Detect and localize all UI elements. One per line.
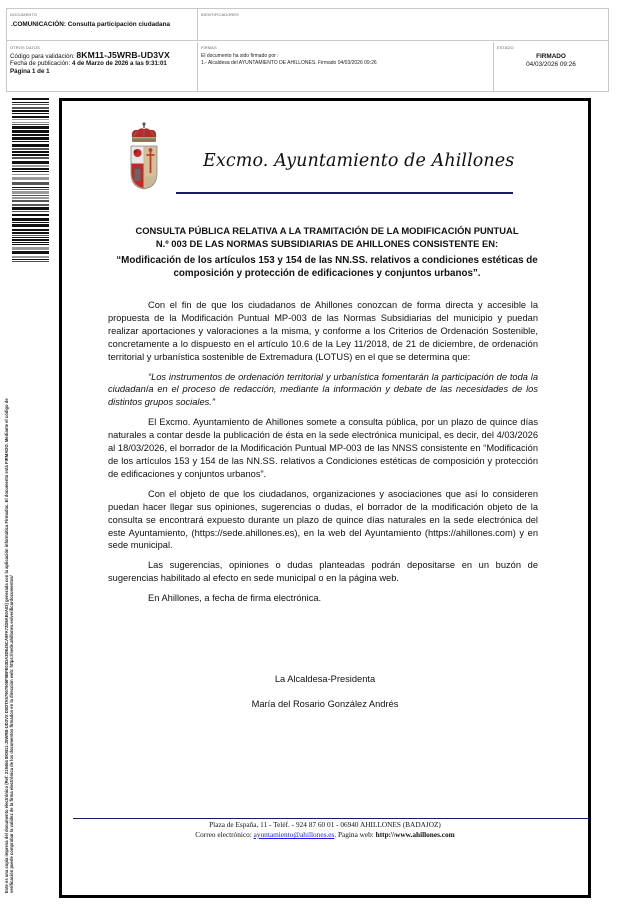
document-page [59,98,591,898]
documento-cell [7,9,198,41]
otros-datos-label: OTROS DATOS [10,45,40,50]
verification-line-1: Este es una copia impresa del documento electrónico (Ref: 219464 8KM11-J5WRB-UD3VX D0DTA57907906F5BFE03DA3DE45CA9FA72D8AE0A03) generada con la aplicación informática Firmadoc. El documento está FIRMADO. Mediante el código de [4,398,9,893]
body-paragraph-3: Con el objeto de que los ciudadanos, organizaciones y asociaciones que así lo consideren puedan hacer llegar sus opiniones, sugerencias o dudas, el borrador de la modificación objeto de la consulta se encontrará expuesto durante un plazo de quince días naturales en la sede electrónica del este Ayuntamiento, (https://sede.ahillones.es), en la web del Ayuntamiento (https://ahillones.com) y en sede municipal. [108,488,538,551]
barcode-bar [12,165,49,167]
letterhead-rule [176,192,513,194]
barcode-icon [12,98,49,263]
footer-email-label: Correo electrónico: [195,830,252,839]
publication-row [10,60,170,67]
letterhead-footer [62,820,588,840]
document-title: .COMUNICACIÓN: Consulta participación ciudadana [11,21,171,28]
estado-cell [494,42,608,92]
barcode-bar [12,214,49,216]
barcode-bar [12,232,49,234]
barcode-bar [12,134,49,136]
barcode-bar [12,197,49,199]
barcode-bar [12,239,49,241]
barcode-bar [12,211,49,212]
barcode-bar [12,222,49,223]
firmas-signer: 1.- Alcaldesa del AYUNTAMIENTO DE AHILLONES. Firmado 04/03/2026 09:26 [201,59,377,66]
body-paragraph-4: Las sugerencias, opiniones o dudas planteadas podrán depositarse en un buzón de sugerencias habilitado al efecto en sede municipal o en la página web. [108,560,538,584]
barcode-bar [12,256,49,258]
otros-datos-cell [7,42,198,92]
footer-email-link[interactable]: ayuntamiento@ahillones.es [253,830,335,839]
barcode-bar [12,161,49,164]
barcode-bar [12,191,49,194]
barcode-bar [12,116,49,118]
barcode-bar [12,171,49,172]
organization-name: Excmo. Ayuntamiento de Ahillones [203,151,515,171]
firmas-cell [198,42,494,92]
barcode-bar [12,237,49,238]
barcode-bar [12,122,49,123]
firmas-label: FIRMAS [201,45,217,50]
barcode-bar [12,126,49,129]
heading-subtitle: “Modificación de los artículos 153 y 154 de las NN.SS. relativos a condiciones estéticas de composición y protección de edificaciones y conjuntos urbanos”. [116,254,538,279]
barcode-bar [12,187,49,188]
barcode-bar [12,107,49,109]
barcode-bar [12,251,49,254]
barcode-bar [12,244,49,245]
barcode-bar [12,229,49,231]
barcode-bar [12,137,49,140]
barcode-bar [12,207,49,210]
barcode-bar [12,235,49,236]
barcode-bar [12,174,49,175]
footer-address: Plaza de España, 11 - Teléf. - 924 87 60 01 - 06940 AHILLONES (BADAJOZ) [209,820,441,829]
document-heading [102,225,552,280]
verification-line-2: verificación puede comprobar la validez de la firma electrónica de los documentos firmados en la dirección web: https://sede.ahillones.es/verificardocumentos/ [9,575,15,893]
documento-label: DOCUMENTO [10,12,38,17]
identificadores-cell [198,9,608,41]
barcode-bar [12,141,49,142]
heading-line-2: N.º 003 DE LAS NORMAS SUBSIDIARIAS DE AHILLONES CONSISTENTE EN: [155,237,499,249]
validation-label: Código para validación: [10,53,75,60]
footer-rule [73,818,588,819]
barcode-bar [12,151,49,153]
barcode-bar [12,124,49,125]
page-info: Página 1 de 1 [10,67,50,75]
barcode-bar [12,168,49,170]
identificadores-label: IDENTIFICADORES [201,12,239,17]
barcode-bar [12,102,49,103]
barcode-bar [12,144,49,147]
document-body [108,299,538,612]
barcode-bar [12,242,49,243]
barcode-bar [12,148,49,150]
barcode-bar [12,98,49,100]
barcode-bar [12,119,49,120]
signer-role: La Alcaldesa-Presidenta [274,674,376,684]
estado-status-badge: FIRMADO [536,53,566,60]
publication-date: 4 de Marzo de 2026 a las 9:31:01 [71,60,167,68]
footer-web-label: . Pagina web: [334,830,374,839]
barcode-bar [12,154,49,156]
heading-line-1: CONSULTA PÚBLICA RELATIVA A LA TRAMITACIÓN DE LA MODIFICACIÓN PUNTUAL [135,225,519,236]
body-closing: En Ahillones, a fecha de firma electrónica. [148,593,322,604]
barcode-bar [12,189,49,190]
footer-web-link[interactable]: http:\\www.ahillones.com [375,830,455,839]
barcode-bar [12,195,49,196]
barcode-bar [12,247,49,250]
validation-code[interactable]: 8KM11-J5WRB-UD3VX [76,50,170,60]
body-paragraph-1: Con el fin de que los ciudadanos de Ahillones conozcan de forma directa y accesible la propuesta de la Modificación Puntual MP-003 de las Normas Subsidiarias del municipio y puedan realizar aportaciones y valoraciones a la misma, y conforme a los Criterios de Ordenación Sostenible, concretamente a lo dispuesto en el artículo 10.6 de la Ley 11/2018, de 21 de diciembre, de ordenación territorial y urbanística sostenible de Extremadura (LOTUS) en el que se determina que: [108,300,538,362]
barcode-bar [12,224,49,227]
barcode-bar [12,177,49,180]
barcode-bar [12,130,49,133]
signature-header-table [6,8,609,92]
body-quote: “Los instrumentos de ordenación territorial y urbanística fomentarán la participación de toda la ciudadanía en el proceso de redacción, mediante la información y debate de las necesidades de los distintos grupos sociales.” [108,371,538,408]
barcode-bar [12,104,49,105]
barcode-bar [12,261,49,262]
validation-row [10,52,170,60]
barcode-bar [12,200,49,202]
estado-date: 04/03/2026 09:26 [526,60,576,68]
barcode-bar [12,157,49,159]
footer-contact [62,830,588,840]
barcode-bar [12,182,49,185]
signer-name: María del Rosario González Andrés [251,699,399,709]
barcode-bar [12,113,49,114]
barcode-bar [12,204,49,206]
barcode-bar [12,218,49,221]
verification-vertical-text [4,273,14,893]
barcode-bar [12,259,49,260]
coat-of-arms-icon [129,121,159,191]
firmas-intro: El documento ha sido firmado por : [201,53,279,59]
barcode-bar [12,110,49,112]
estado-label: ESTADO [497,45,514,50]
publication-label: Fecha de publicación: [10,60,71,68]
body-paragraph-2: El Excmo. Ayuntamiento de Ahillones somete a consulta pública, por un plazo de quince días naturales a contar desde la publicación de ésta en la sede electrónica municipal, es decir, del 4/03/2026 al 18/03/2026, el borrador de la Modificación Puntual MP-003 de las NNSS consistente en “Modificación de los artículos 153 y 154 de las NN.SS. relativos a Condiciones estéticas de composición y protección de edificaciones y conjuntos urbanos”. [108,417,538,479]
